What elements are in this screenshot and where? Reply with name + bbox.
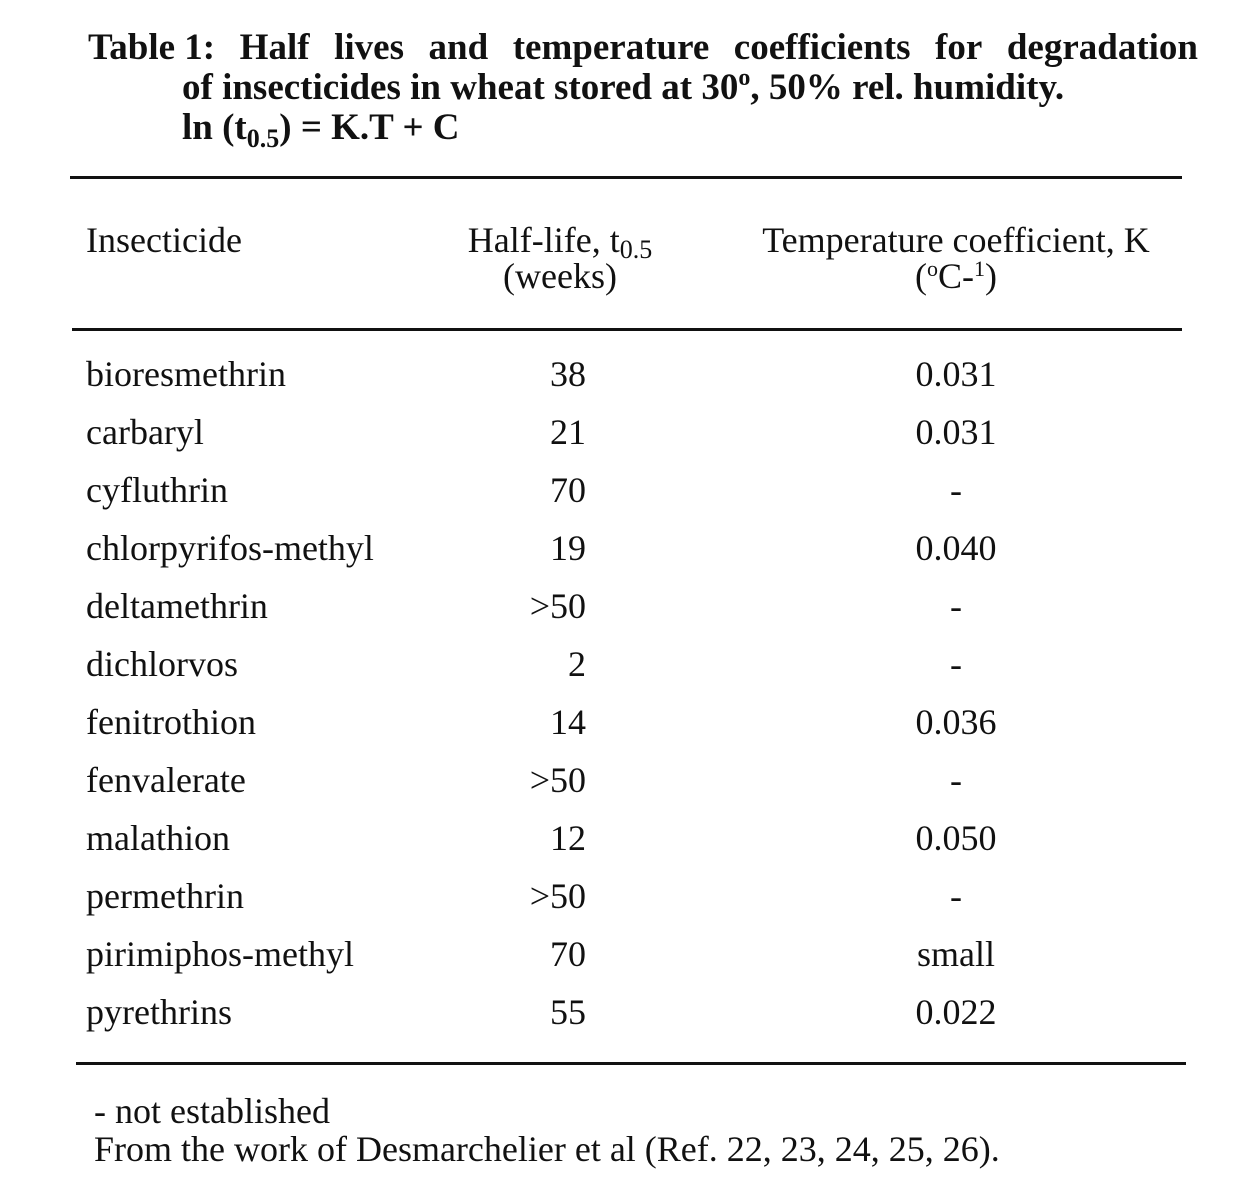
caption-word: for [935, 27, 983, 68]
table-row [0, 461, 1241, 519]
half-life-value: 12 [550, 818, 586, 858]
table-row [0, 635, 1241, 693]
insecticide-name: pyrethrins [86, 992, 232, 1032]
half-life-value: >50 [529, 876, 586, 916]
equation-text: ) = K.T + C [279, 107, 460, 148]
footnote-not-established: - not established [94, 1091, 330, 1131]
temp-coefficient-value: - [950, 470, 962, 510]
insecticide-name: malathion [86, 818, 230, 858]
half-life-value: 55 [550, 992, 586, 1032]
equation-text: ln (t [182, 107, 247, 148]
insecticide-name: deltamethrin [86, 586, 268, 626]
header-temperature-coefficient [736, 222, 1176, 294]
caption-text: of insecticides in wheat stored at 30 [182, 67, 739, 108]
header-text: C- [938, 256, 974, 296]
caption-word: Half [239, 27, 310, 68]
insecticide-name: bioresmethrin [86, 354, 286, 394]
header-temp-title: Temperature coefficient, K [762, 220, 1150, 260]
caption-text: , 50% rel. humidity. [750, 67, 1065, 108]
insecticide-name: carbaryl [86, 412, 204, 452]
half-life-value: >50 [529, 760, 586, 800]
half-life-value: 14 [550, 702, 586, 742]
half-life-value: 38 [550, 354, 586, 394]
table-row [0, 809, 1241, 867]
temp-coefficient-value: - [950, 644, 962, 684]
table-row [0, 345, 1241, 403]
caption-word: temperature [512, 27, 710, 68]
table-row [0, 925, 1241, 983]
caption-word: Table 1: [88, 27, 216, 68]
temp-coefficient-value: small [917, 934, 995, 974]
caption-word: coefficients [733, 27, 911, 68]
header-half-life [430, 222, 690, 294]
temp-coefficient-value: 0.036 [915, 702, 997, 742]
caption-line-2 [88, 65, 1198, 108]
insecticide-name: chlorpyrifos-methyl [86, 528, 374, 568]
insecticide-name: dichlorvos [86, 644, 238, 684]
table-top-rule [70, 176, 1182, 179]
temp-coefficient-value: 0.022 [915, 992, 997, 1032]
insecticide-name: fenitrothion [86, 702, 256, 742]
equation-subscript: 0.5 [246, 124, 280, 153]
caption-line-3 [88, 107, 1198, 153]
temp-coefficient-value: - [950, 760, 962, 800]
header-text: Half-life, t [467, 220, 620, 260]
insecticide-name: permethrin [86, 876, 244, 916]
header-half-life-unit: (weeks) [503, 256, 617, 296]
insecticide-name: pirimiphos-methyl [86, 934, 354, 974]
insecticide-name: fenvalerate [86, 760, 246, 800]
header-insecticide: Insecticide [86, 220, 242, 260]
footnote-source: From the work of Desmarchelier et al (Ref. 22, 23, 24, 25, 26). [94, 1129, 1000, 1169]
header-half-life-title [430, 220, 690, 264]
caption-word: and [428, 27, 489, 68]
table-row [0, 983, 1241, 1041]
half-life-value: 70 [550, 470, 586, 510]
table-caption [88, 27, 1198, 153]
temp-coefficient-value: - [950, 586, 962, 626]
half-life-value: 70 [550, 934, 586, 974]
header-superscript: 1 [974, 256, 985, 281]
table-footnotes [94, 1092, 1000, 1168]
header-text: ( [915, 256, 927, 296]
temp-coefficient-value: 0.031 [915, 354, 997, 394]
half-life-value: 19 [550, 528, 586, 568]
caption-word: lives [334, 27, 404, 68]
half-life-value: 2 [568, 644, 586, 684]
caption-line-1 [88, 28, 1198, 68]
temp-coefficient-value: - [950, 876, 962, 916]
table-header-rule [72, 328, 1182, 331]
insecticide-name: cyfluthrin [86, 470, 228, 510]
table-row [0, 867, 1241, 925]
table-bottom-rule [76, 1062, 1186, 1065]
header-text: ) [985, 256, 997, 296]
half-life-value: 21 [550, 412, 586, 452]
temp-coefficient-value: 0.050 [915, 818, 997, 858]
header-temp-unit [736, 258, 1176, 294]
temp-coefficient-value: 0.031 [915, 412, 997, 452]
table-row [0, 577, 1241, 635]
half-life-value: >50 [529, 586, 586, 626]
degree-superscript: o [738, 65, 751, 91]
table-body [0, 345, 1241, 1041]
table-row [0, 403, 1241, 461]
table-row [0, 693, 1241, 751]
table-row [0, 519, 1241, 577]
header-superscript: o [927, 256, 938, 281]
temp-coefficient-value: 0.040 [915, 528, 997, 568]
caption-word: degradation [1006, 27, 1198, 68]
table-row [0, 751, 1241, 809]
header-subscript: 0.5 [619, 235, 653, 264]
